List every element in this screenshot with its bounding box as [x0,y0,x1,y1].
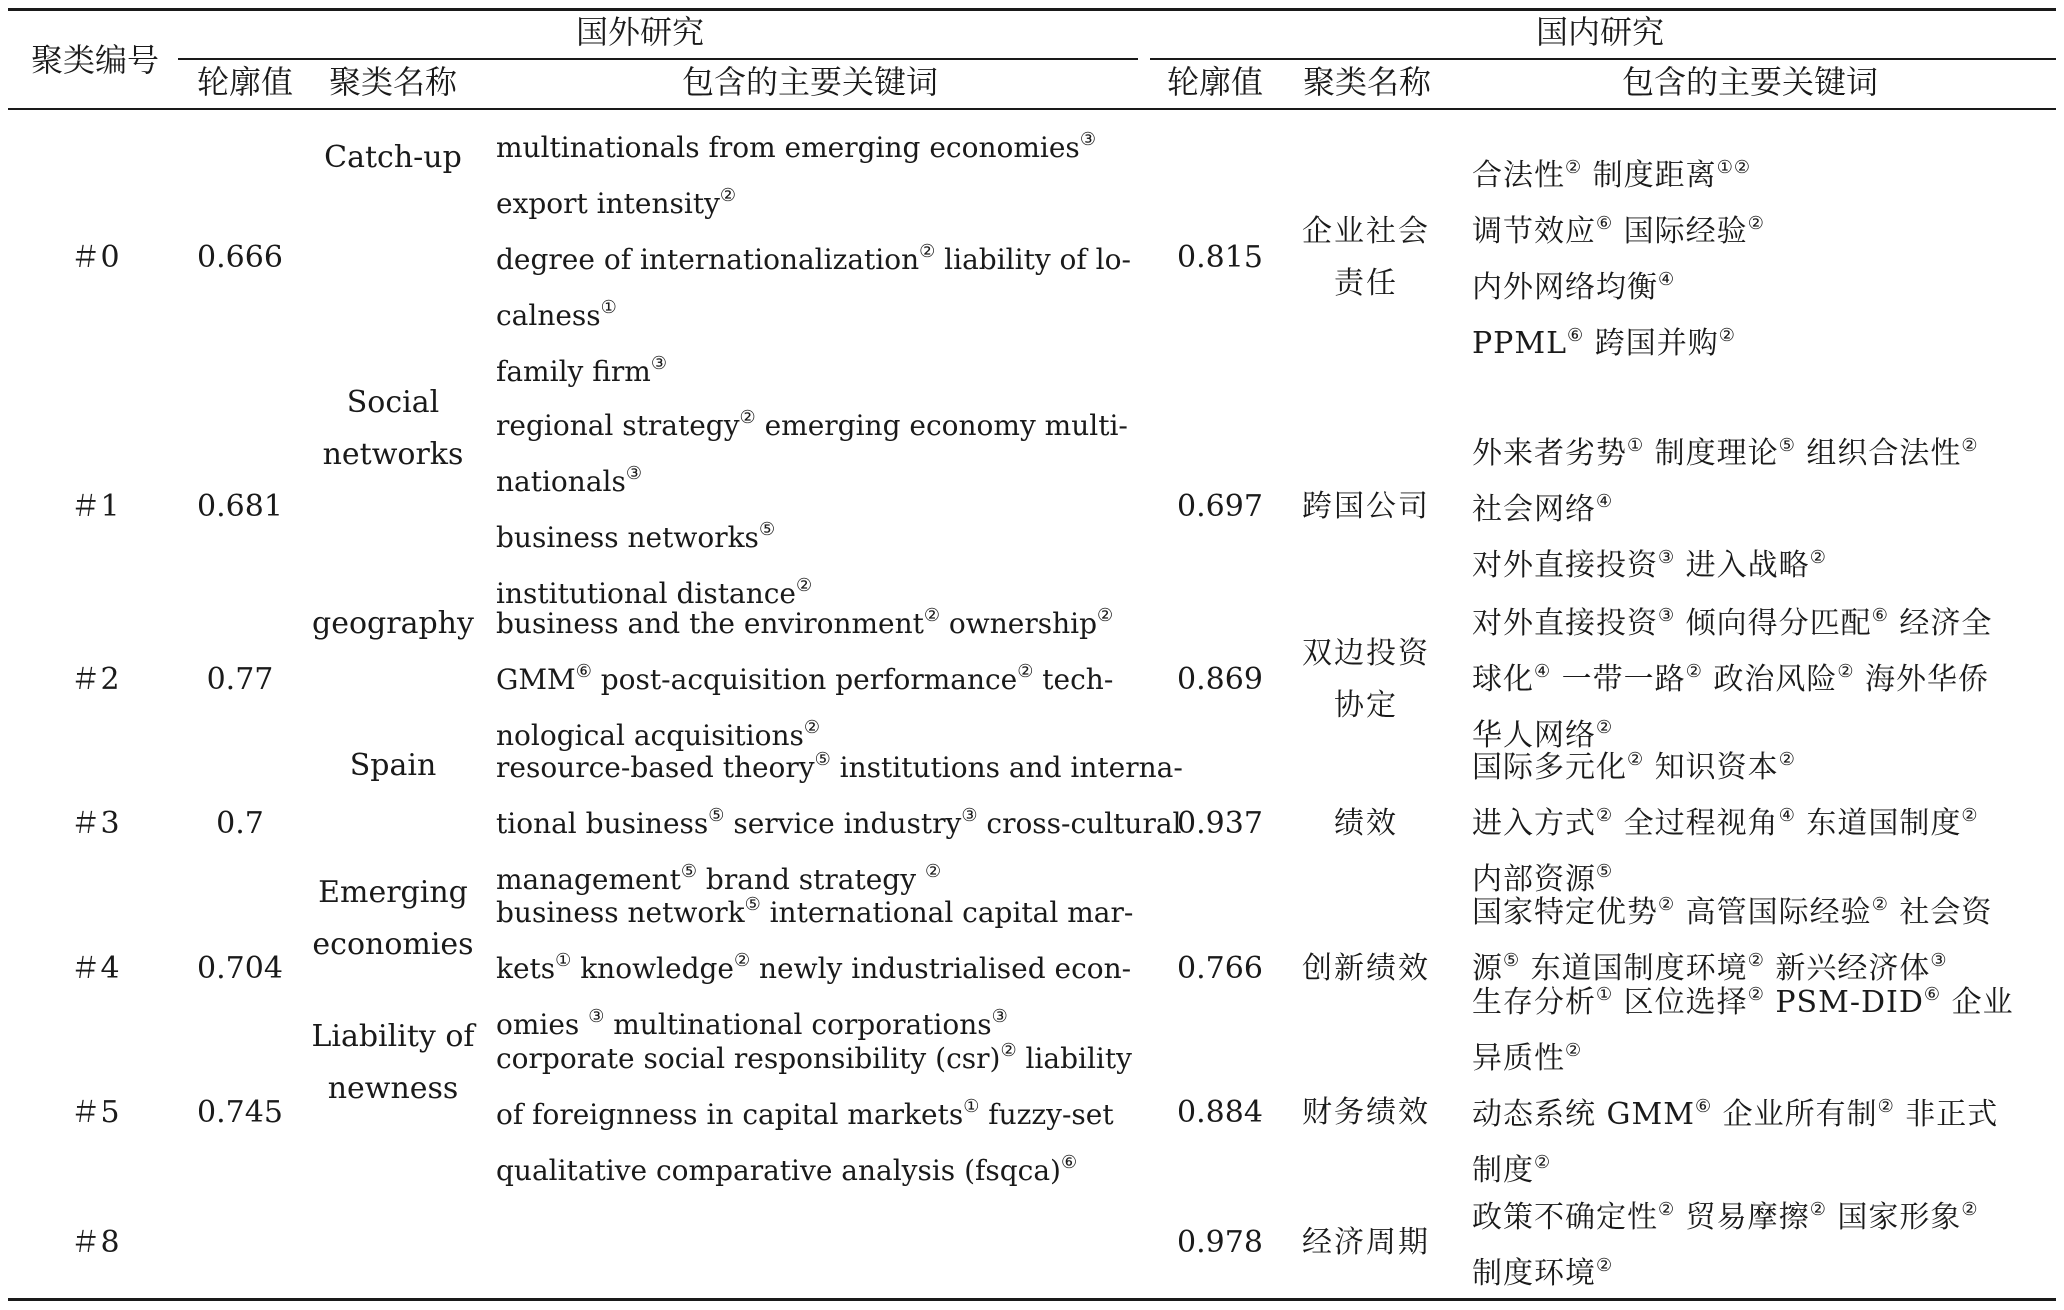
domestic-silhouette: 0.697 [1177,489,1263,524]
domestic-keyword-line: 国家特定优势② 高管国际经验② 社会资 [1472,894,1993,930]
domestic-keyword-line: 对外直接投资③ 倾向得分匹配⑥ 经济全 [1472,605,1993,641]
foreign-cluster-name-line: Catch-up [324,140,462,175]
header-foreign-silhouette: 轮廓值 [196,63,293,101]
domestic-cluster-name [1296,1217,1436,1269]
foreign-keyword-line: qualitative comparative analysis (fsqca)⑥ [496,1152,1078,1187]
foreign-keywords [496,885,1134,1053]
foreign-keyword-line: family firm③ [496,353,667,388]
domestic-keyword-line: 调节效应⑥ 国际经验② [1472,213,1765,249]
foreign-keyword-line: nological acquisitions② [496,717,821,752]
domestic-cluster-name-line: 跨国公司 [1302,489,1430,524]
domestic-keyword-line: 合法性② 制度距离①② [1472,157,1751,193]
cluster-id: ＃0 [70,240,120,275]
foreign-keyword-line: export intensity② [496,185,737,220]
domestic-cluster-name-line: 双边投资 [1302,636,1430,671]
domestic-cluster-name [1296,1087,1436,1139]
domestic-keyword-line: 球化④ 一带一路② 政治风险② 海外华侨 [1472,661,1990,697]
header-foreign-name: 聚类名称 [328,63,457,101]
foreign-keyword-line: nationals③ [496,463,642,498]
domestic-keyword-line: 内部资源⑤ [1472,861,1614,897]
domestic-keywords [1472,740,2048,908]
foreign-keyword-line: calness① [496,297,617,332]
foreign-keyword-line: multinationals from emerging economies③ [496,129,1096,164]
foreign-keywords [496,120,1131,400]
domestic-silhouette: 0.937 [1177,806,1263,841]
foreign-cluster-name-line: economies [312,927,474,962]
domestic-cluster-name [1296,943,1436,995]
foreign-silhouette: 0.681 [197,489,283,524]
foreign-keyword-line: resource-based theory⑤ institutions and interna- [496,749,1183,784]
domestic-silhouette: 0.766 [1177,951,1263,986]
foreign-keywords [496,398,1128,622]
domestic-keyword-line: 外来者劣势① 制度理论⑤ 组织合法性② [1472,435,1979,471]
foreign-keyword-line: institutional distance② [496,575,813,610]
domestic-keyword-line: 华人网络② [1472,717,1614,753]
foreign-cluster-name [308,1011,478,1115]
domestic-cluster-name-line: 企业社会 [1302,214,1430,249]
header-domestic-keywords: 包含的主要关键词 [1621,63,1878,101]
domestic-cluster-name [1296,628,1436,732]
foreign-silhouette: 0.666 [197,240,283,275]
domestic-keyword-line: 生存分析① 区位选择② PSM-DID⑥ 企业 [1472,984,2014,1020]
header-domestic: 国内研究 [1535,13,1664,51]
domestic-cluster-name [1296,798,1436,850]
foreign-keywords [496,596,1128,764]
cluster-id: ＃5 [70,1095,120,1130]
domestic-keyword-line: PPML⑥ 跨国并购② [1472,325,1736,361]
foreign-keywords [496,740,1183,908]
foreign-cluster-name-line: geography [312,606,474,641]
cluster-id: ＃8 [70,1225,120,1260]
domestic-keywords [1472,148,2048,372]
domestic-cluster-name [1296,206,1436,310]
domestic-silhouette: 0.869 [1177,662,1263,697]
domestic-keywords [1472,426,2048,594]
foreign-cluster-name-line: Spain [349,748,437,783]
foreign-keyword-line: omies ③ multinational corporations③ [496,1006,1008,1041]
domestic-cluster-name-line: 协定 [1334,688,1398,723]
foreign-silhouette: 0.7 [216,806,264,841]
header-foreign-keywords: 包含的主要关键词 [681,63,938,101]
domestic-keyword-line: 政策不确定性② 贸易摩擦② 国家形象② [1472,1199,1979,1235]
domestic-cluster-name-line: 财务绩效 [1302,1095,1430,1130]
domestic-silhouette: 0.884 [1177,1095,1263,1130]
domestic-keywords [1472,596,2048,764]
foreign-cluster-name [308,740,478,792]
foreign-cluster-name [308,377,478,481]
domestic-silhouette: 0.978 [1177,1225,1263,1260]
foreign-cluster-name-line: Liability of [311,1019,475,1054]
foreign-keyword-line: degree of internationalization② liability of lo- [496,241,1131,276]
domestic-keyword-line: 国际多元化② 知识资本② [1472,749,1796,785]
header-cluster-id: 聚类编号 [30,41,159,79]
domestic-keyword-line: 对外直接投资③ 进入战略② [1472,547,1827,583]
cluster-id: ＃1 [70,489,120,524]
domestic-keyword-line: 异质性② [1472,1040,1583,1076]
foreign-group-rule [178,58,1138,60]
domestic-cluster-name-line: 责任 [1334,266,1398,301]
foreign-silhouette: 0.704 [197,951,283,986]
foreign-keyword-line: of foreignness in capital markets① fuzzy-set [496,1096,1114,1131]
domestic-cluster-name-line: 创新绩效 [1302,951,1430,986]
domestic-keyword-line: 进入方式② 全过程视角④ 东道国制度② [1472,805,1979,841]
foreign-keyword-line: kets① knowledge② newly industrialised econ- [496,950,1132,985]
foreign-cluster-name [308,867,478,971]
domestic-keyword-line: 源⑤ 东道国制度环境② 新兴经济体③ [1472,950,1948,986]
domestic-cluster-name-line: 绩效 [1334,806,1398,841]
foreign-cluster-name [308,132,478,184]
domestic-keyword-line: 制度环境② [1472,1255,1614,1291]
domestic-keywords [1472,975,2048,1199]
foreign-keyword-line: business and the environment② ownership② [496,605,1114,640]
foreign-cluster-name [308,598,478,650]
header-domestic-silhouette: 轮廓值 [1166,63,1263,101]
foreign-keyword-line: GMM⑥ post-acquisition performance② tech- [496,661,1114,696]
domestic-cluster-name-line: 经济周期 [1302,1225,1430,1260]
cluster-id: ＃4 [70,951,120,986]
domestic-keyword-line: 社会网络④ [1472,491,1614,527]
foreign-keyword-line: corporate social responsibility (csr)② liability [496,1040,1132,1075]
cluster-id: ＃2 [70,662,120,697]
header-rule [8,108,2056,110]
foreign-keyword-line: business network⑤ international capital mar- [496,894,1134,929]
foreign-silhouette: 0.77 [206,662,274,697]
domestic-keyword-line: 动态系统 GMM⑥ 企业所有制② 非正式 [1472,1096,1999,1132]
foreign-silhouette: 0.745 [197,1095,283,1130]
top-rule [8,8,2056,11]
foreign-cluster-name-line: Emerging [318,875,468,910]
cluster-id: ＃3 [70,806,120,841]
domestic-silhouette: 0.815 [1177,240,1263,275]
foreign-cluster-name-line: Social [346,385,440,420]
header-domestic-name: 聚类名称 [1302,63,1431,101]
foreign-cluster-name-line: newness [327,1071,459,1106]
domestic-keyword-line: 制度② [1472,1152,1552,1188]
domestic-group-rule [1150,58,2056,60]
domestic-keyword-line: 内外网络均衡④ [1472,269,1676,305]
foreign-keyword-line: management⑤ brand strategy ② [496,861,942,896]
foreign-keyword-line: regional strategy② emerging economy multi- [496,407,1128,442]
foreign-keyword-line: tional business⑤ service industry③ cross-cultural [496,805,1182,840]
domestic-cluster-name [1296,481,1436,533]
domestic-keywords [1472,1190,2048,1302]
foreign-keyword-line: business networks⑤ [496,519,776,554]
header-foreign: 国外研究 [575,13,704,51]
foreign-cluster-name-line: networks [322,437,464,472]
foreign-keywords [496,1031,1132,1199]
